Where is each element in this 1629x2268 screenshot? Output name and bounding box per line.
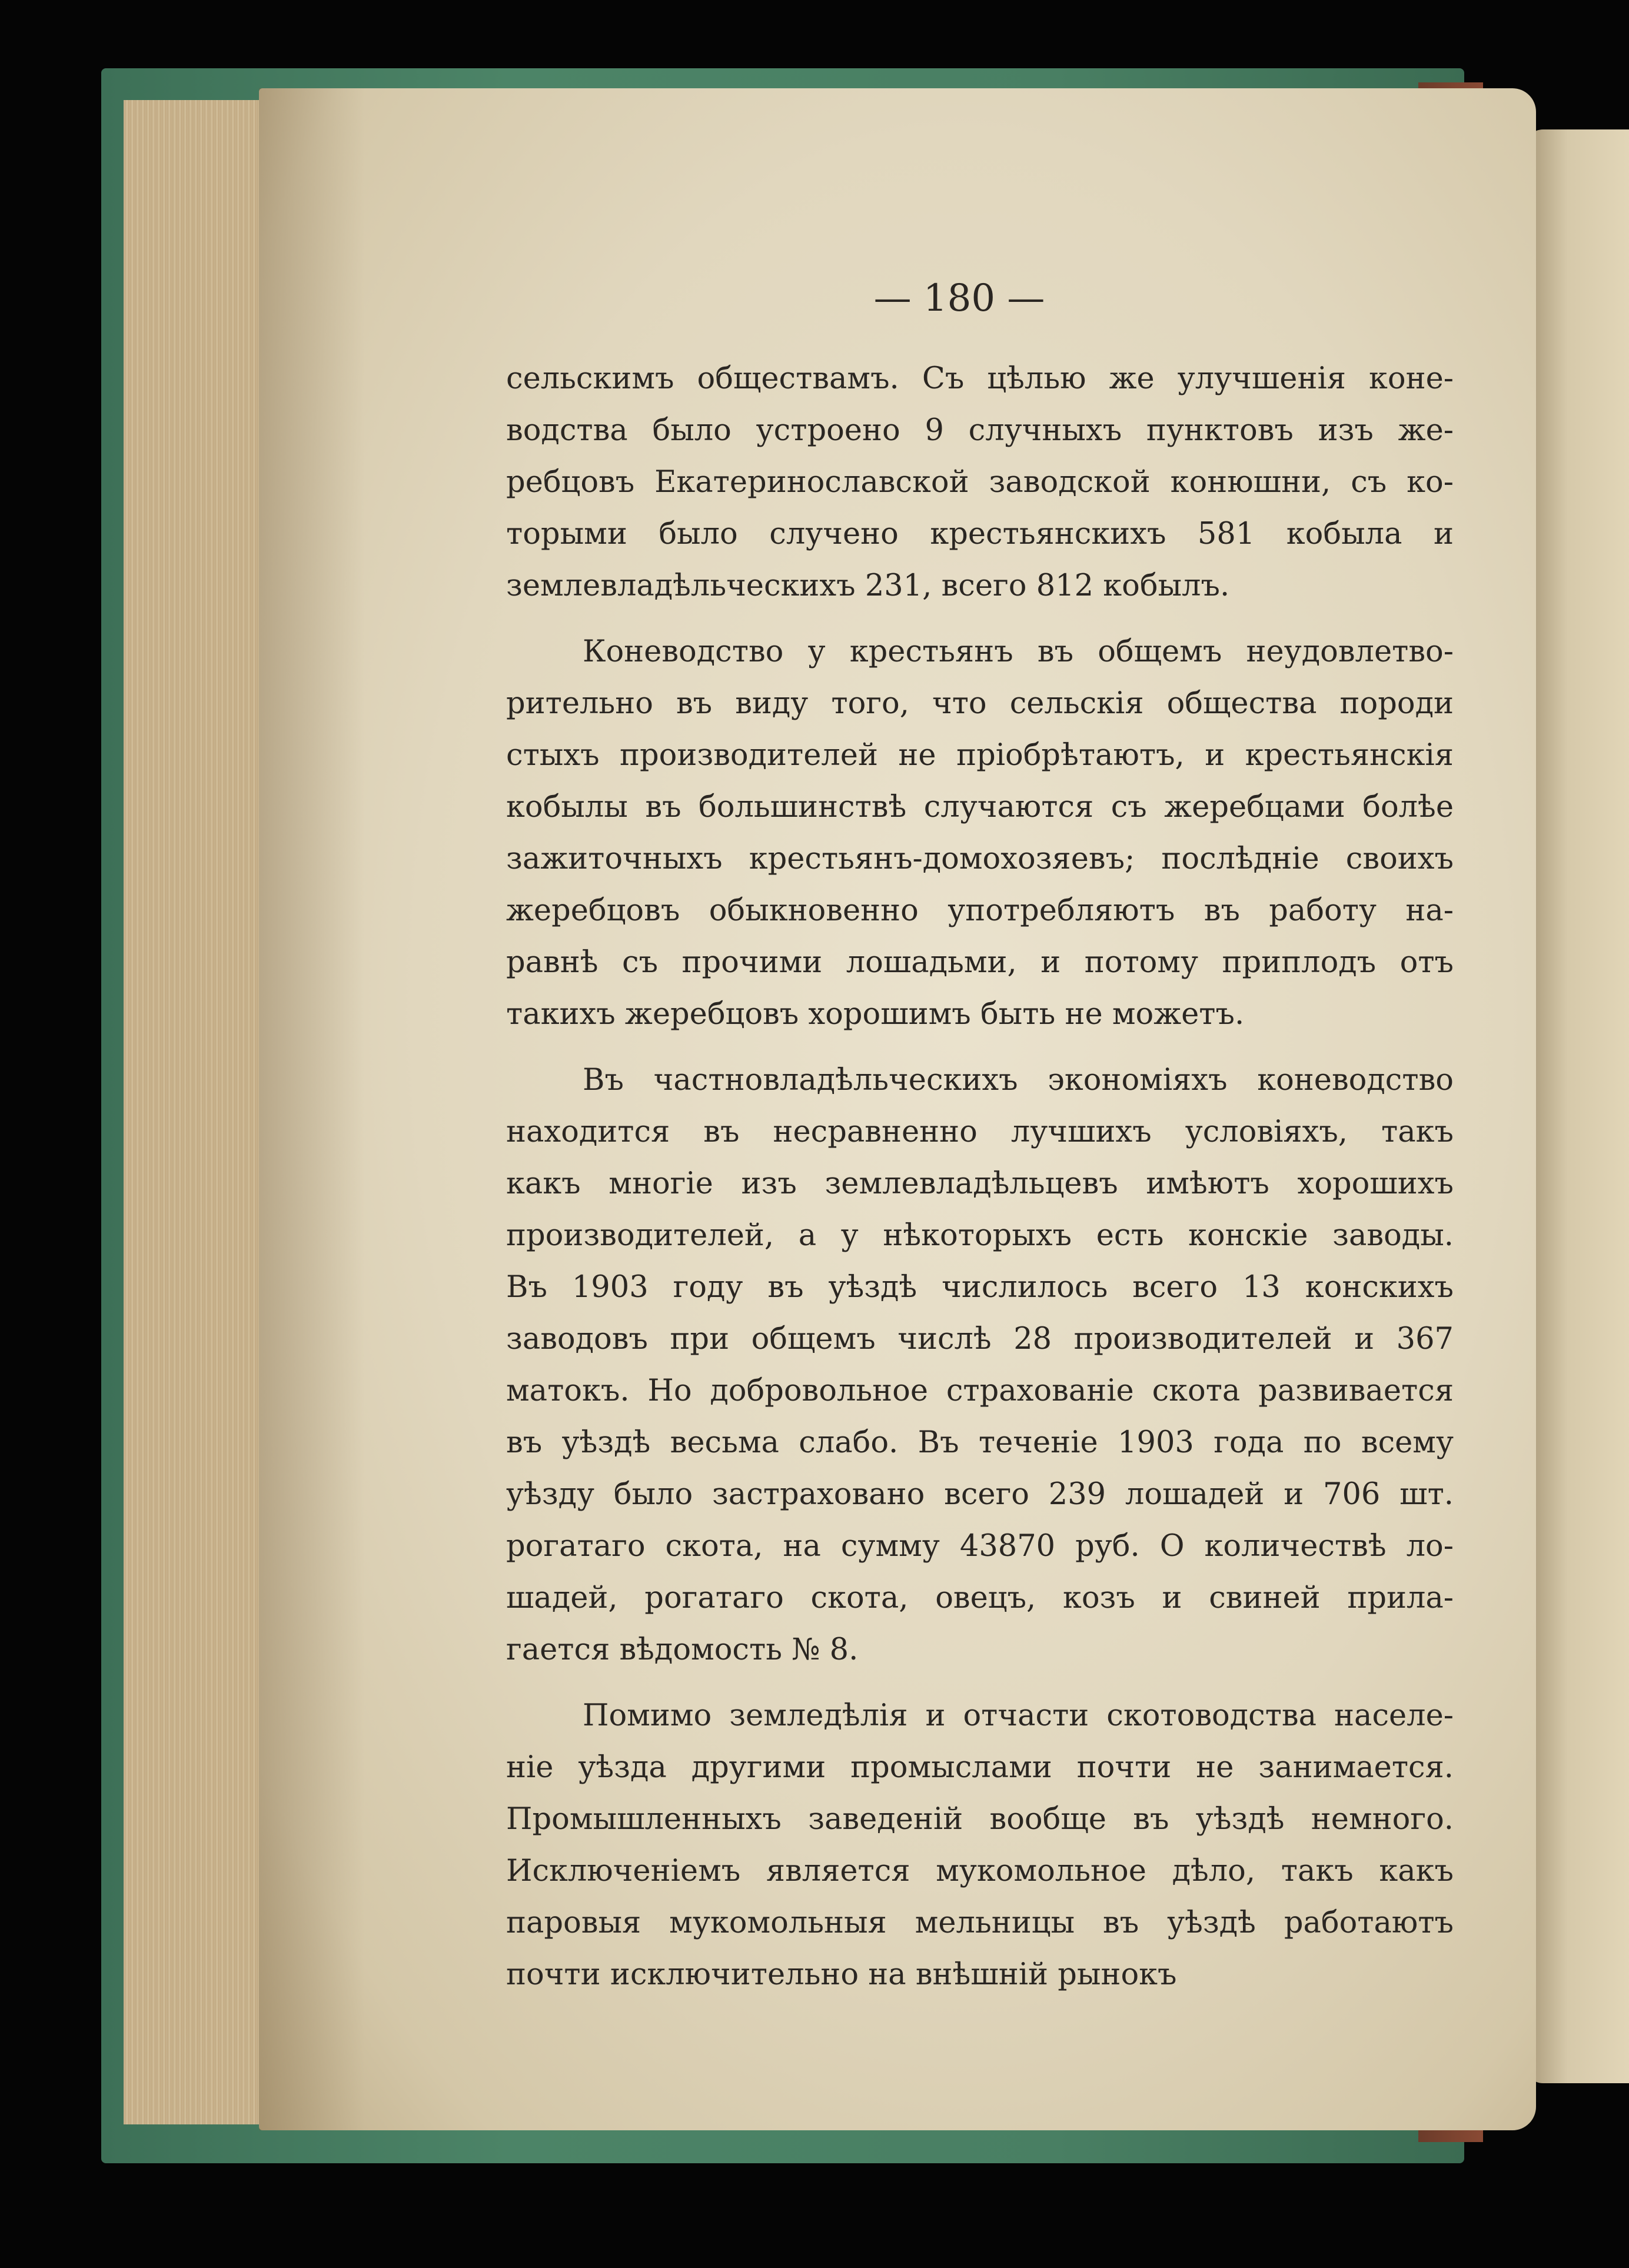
text-line: заводовъ при общемъ числѣ 28 производителей и 367: [506, 1322, 1454, 1356]
text-line: рогатаго скота, на сумму 43870 руб. О количествѣ ло-: [506, 1529, 1454, 1564]
text-line: Исключеніемъ является мукомольное дѣло, такъ какъ: [506, 1854, 1454, 1888]
facing-page-edge: [1525, 129, 1629, 2083]
text-line: гается вѣдомость № 8.: [506, 1632, 859, 1667]
text-line: Въ частновладѣльческихъ экономіяхъ коневодство: [583, 1063, 1454, 1098]
text-line: ребцовъ Екатеринославской заводской конюшни, съ ко-: [506, 465, 1454, 500]
text-line: Въ 1903 году въ уѣздѣ числилось всего 13 конскихъ: [506, 1270, 1454, 1305]
text-line: землевладѣльческихъ 231, всего 812 кобылъ.: [506, 568, 1230, 603]
text-line: паровыя мукомольныя мельницы въ уѣздѣ работаютъ: [506, 1905, 1454, 1940]
text-line: жеребцовъ обыкновенно употребляютъ въ работу на-: [506, 893, 1454, 928]
page-stack-edge: [124, 100, 265, 2124]
text-line: такихъ жеребцовъ хорошимъ быть не можетъ.: [506, 997, 1245, 1032]
text-line: стыхъ производителей не пріобрѣтаютъ, и крестьянскія: [506, 738, 1454, 773]
text-line: торыми было случено крестьянскихъ 581 кобыла и: [506, 517, 1454, 551]
text-line: сельскимъ обществамъ. Съ цѣлью же улучшенія коне-: [506, 361, 1454, 396]
paragraph-2: [506, 626, 1454, 1040]
text-line: какъ многіе изъ землевладѣльцевъ имѣютъ хорошихъ: [506, 1166, 1454, 1201]
page-number: — 180 —: [873, 277, 1045, 320]
text-line: почти исключительно на внѣшній рынокъ: [506, 1957, 1177, 1992]
gutter-shadow: [259, 88, 365, 2130]
text-line: кобылы въ большинствѣ случаются съ жеребцами болѣе: [506, 790, 1454, 824]
text-line: шадей, рогатаго скота, овецъ, козъ и свиней прила-: [506, 1581, 1454, 1615]
text-line: матокъ. Но добровольное страхованіе скота развивается: [506, 1374, 1454, 1408]
page-text: [506, 353, 1454, 2015]
text-line: находится въ несравненно лучшихъ условіяхъ, такъ: [506, 1115, 1454, 1149]
paragraph-3: [506, 1055, 1454, 1676]
text-line: производителей, а у нѣкоторыхъ есть конскіе заводы.: [506, 1218, 1454, 1253]
text-line: ніе уѣзда другими промыслами почти не занимается.: [506, 1750, 1454, 1785]
paragraph-4: [506, 1690, 1454, 2001]
text-line: водства было устроено 9 случныхъ пунктовъ изъ же-: [506, 413, 1454, 448]
text-line: Промышленныхъ заведеній вообще въ уѣздѣ немного.: [506, 1802, 1454, 1837]
text-line: Коневодство у крестьянъ въ общемъ неудовлетво-: [583, 634, 1454, 669]
text-line: уѣзду было застраховано всего 239 лошадей и 706 шт.: [506, 1477, 1454, 1512]
text-line: равнѣ съ прочими лошадьми, и потому приплодъ отъ: [506, 945, 1454, 980]
text-line: рительно въ виду того, что сельскія общества породи: [506, 686, 1454, 721]
paragraph-1: [506, 353, 1454, 612]
text-line: Помимо земледѣлія и отчасти скотоводства населе-: [583, 1698, 1454, 1733]
text-line: въ уѣздѣ весьма слабо. Въ теченіе 1903 года по всему: [506, 1425, 1454, 1460]
text-line: зажиточныхъ крестьянъ-домохозяевъ; послѣдніе своихъ: [506, 842, 1454, 876]
